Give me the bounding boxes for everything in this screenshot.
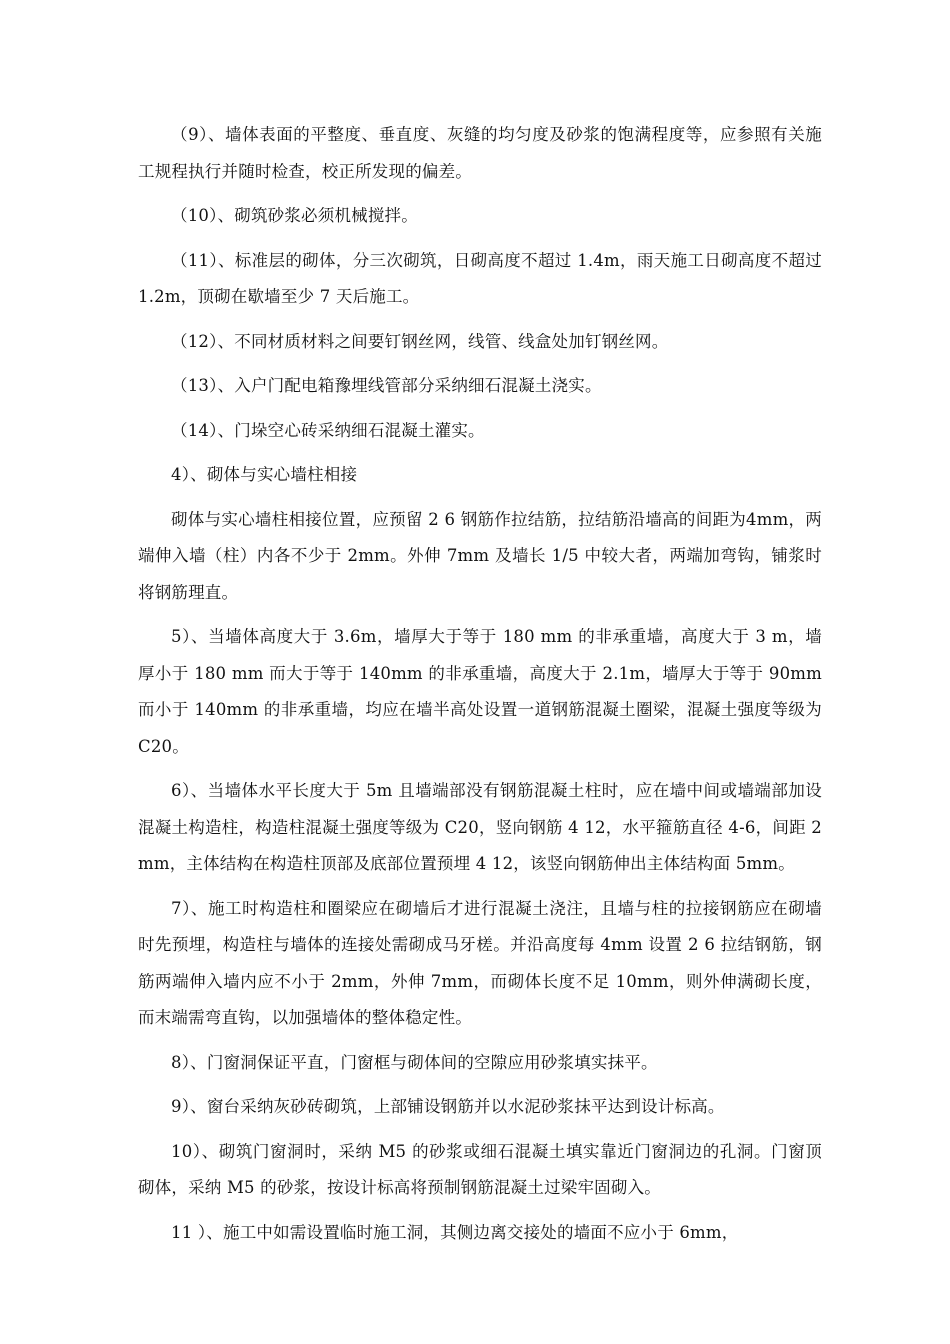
- paragraph-9: （9）、墙体表面的平整度、垂直度、灰缝的均匀度及砂浆的饱满程度等，应参照有关施工规程执行并随时检查，校正所发现的偏差。: [138, 125, 822, 181]
- paragraph-item-7: 7）、施工时构造柱和圈梁应在砌墙后才进行混凝土浇注，且墙与柱的拉接钢筋应在砌墙时先预埋，构造柱与墙体的连接处需砌成马牙槎。并沿高度每 4mm 设置 2 6 拉结钢筋，钢筋两端伸入墙内应不小于 2mm，外伸 7mm，而砌体长度不足 10mm，则外伸满砌长度，而末端需弯直钩，以加强墙体的整体稳定性。: [138, 898, 822, 1027]
- paragraph-item-5: 5）、当墙体高度大于 3.6m，墙厚大于等于 180 mm 的非承重墙，高度大于 3 m，墙厚小于 180 mm 而大于等于 140mm 的非承重墙，高度大于 2.1m，墙厚大于等于 90mm 而小于 140mm 的非承重墙，均应在墙半高处设置一道钢筋混凝土圈梁，混凝土强度等级为 C20。: [138, 627, 822, 756]
- paragraph-masonry-column-connection: 砌体与实心墙柱相接位置，应预留 2 6 钢筋作拉结筋，拉结筋沿墙高的间距为4mm，两端伸入墙（柱）内各不少于 2mm。外伸 7mm 及墙长 1/5 中较大者，两端加弯钩，铺浆时将钢筋理直。: [138, 509, 822, 602]
- paragraph-item-8: 8）、门窗洞保证平直，门窗框与砌体间的空隙应用砂浆填实抹平。: [171, 1052, 658, 1072]
- paragraph-item-6: 6）、当墙体水平长度大于 5m 且墙端部没有钢筋混凝土柱时，应在墙中间或墙端部加设混凝土构造柱，构造柱混凝土强度等级为 C20，竖向钢筋 4 12，水平箍筋直径 4-6，间距 2mm，主体结构在构造柱顶部及底部位置预埋 4 12，该竖向钢筋伸出主体结构面 5mm。: [138, 781, 822, 873]
- paragraph-item-9: 9）、窗台采纳灰砂砖砌筑，上部铺设钢筋并以水泥砂浆抹平达到设计标高。: [171, 1097, 725, 1116]
- paragraph-item-11: 11 ）、施工中如需设置临时施工洞，其侧边离交接处的墙面不应小于 6mm，: [171, 1222, 739, 1242]
- paragraph-item-10: 10）、砌筑门窗洞时，采纳 M5 的砂浆或细石混凝土填实靠近门窗洞边的孔洞。门窗顶砌体，采纳 M5 的砂浆，按设计标高将预制钢筋混凝土过梁牢固砌入。: [138, 1141, 822, 1197]
- section-heading-4: 4）、砌体与实心墙柱相接: [171, 465, 358, 484]
- document-body: [138, 117, 822, 1259]
- paragraph-13: （13）、入户门配电箱豫埋线管部分采纳细石混凝土浇实。: [171, 376, 602, 395]
- paragraph-12: （12）、不同材质材料之间要钉钢丝网，线管、线盒处加钉钢丝网。: [171, 331, 669, 351]
- paragraph-11: （11）、标准层的砌体，分三次砌筑，日砌高度不超过 1.4m，雨天施工日砌高度不超过 1.2m，顶砌在歇墙至少 7 天后施工。: [138, 250, 822, 306]
- paragraph-14: （14）、门垛空心砖采纳细石混凝土灌实。: [171, 420, 485, 440]
- paragraph-10: （10）、砌筑砂浆必须机械搅拌。: [171, 206, 418, 225]
